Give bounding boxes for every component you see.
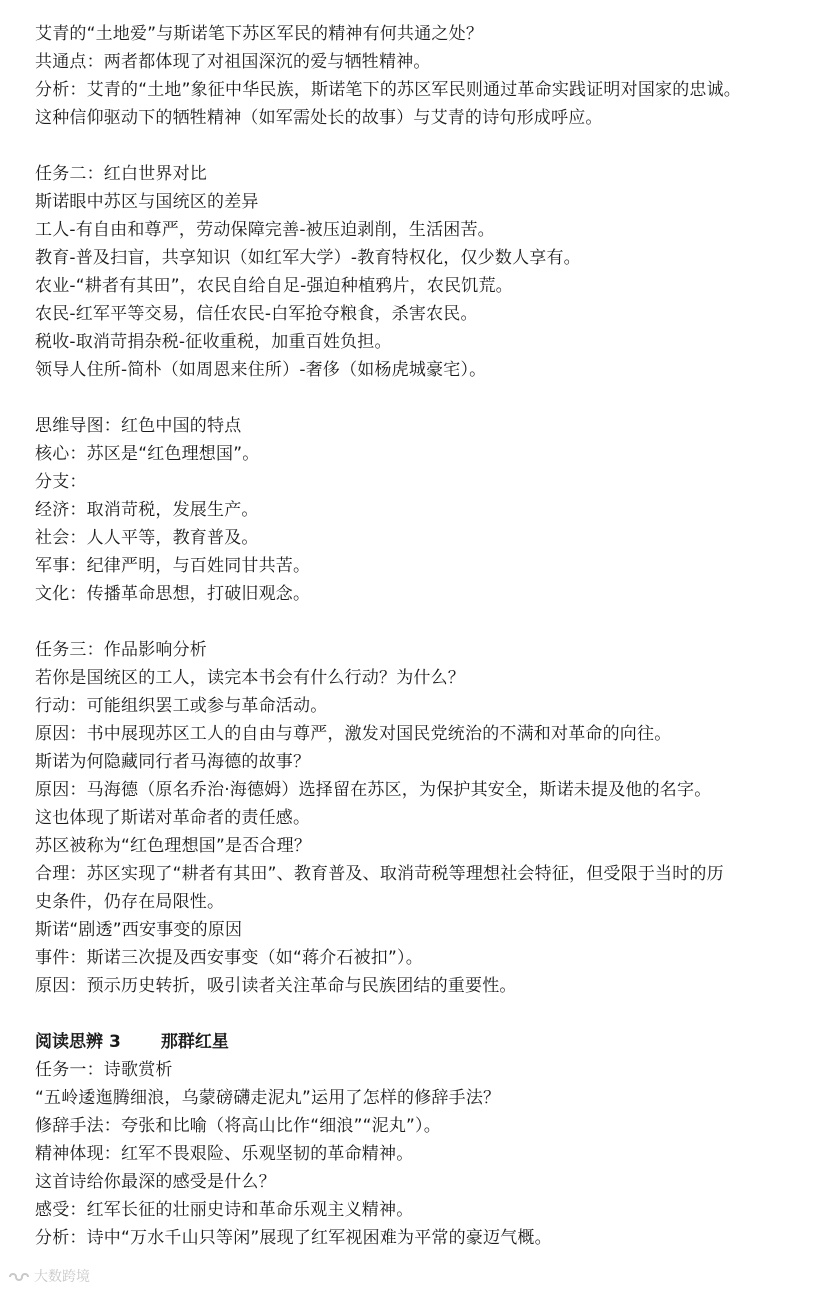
comparison-line: 领导人住所-简朴（如周恩来住所）-奢侈（如杨虎城豪宅）。 xyxy=(35,360,487,380)
question-line: 苏区被称为“红色理想国”是否合理？ xyxy=(35,836,312,856)
question-line: 这首诗给你最深的感受是什么？ xyxy=(35,1172,276,1192)
question-line: 若你是国统区的工人，读完本书会有什么行动？为什么？ xyxy=(35,668,465,688)
answer-line: 原因：马海德（原名乔治·海德姆）选择留在苏区，为保护其安全，斯诺未提及他的名字。 xyxy=(35,780,712,800)
question-line: 斯诺“剧透”西安事变的原因 xyxy=(35,920,243,940)
question-line: “五岭逶迤腾细浪，乌蒙磅礴走泥丸”运用了怎样的修辞手法？ xyxy=(35,1088,501,1108)
answer-line: 原因：预示历史转折，吸引读者关注革命与民族团结的重要性。 xyxy=(35,976,517,996)
subtitle-line: 斯诺眼中苏区与国统区的差异 xyxy=(35,192,259,212)
comparison-line: 教育-普及扫盲，共享知识（如红军大学）-教育特权化，仅少数人享有。 xyxy=(35,248,581,268)
mind-map-branch-label: 分支： xyxy=(35,472,87,492)
analysis-line: 这种信仰驱动下的牺牲精神（如军需处长的故事）与艾青的诗句形成呼应。 xyxy=(35,108,603,128)
comparison-line: 税收-取消苛捐杂税-征收重税，加重百姓负担。 xyxy=(35,332,392,352)
mind-map-core: 核心：苏区是“红色理想国”。 xyxy=(35,444,260,464)
section-mind-map xyxy=(35,412,825,608)
task-title: 任务二：红白世界对比 xyxy=(35,164,207,184)
answer-line: 分析：诗中“万水千山只等闲”展现了红军视困难为平常的豪迈气概。 xyxy=(35,1228,552,1248)
section-task-two xyxy=(35,160,825,384)
comparison-line: 农民-红军平等交易，信任农民-白军抢夺粮食，杀害农民。 xyxy=(35,304,478,324)
answer-line: 史条件，仍存在局限性。 xyxy=(35,892,225,912)
answer-line: 合理：苏区实现了“耕者有其田”、教育普及、取消苛税等理想社会特征，但受限于当时的历 xyxy=(35,864,724,884)
document-body xyxy=(35,20,825,1252)
watermark-text: 大数跨境 xyxy=(34,1269,90,1285)
comparison-line: 农业-“耕者有其田”，农民自给自足-强迫种植鸦片，农民饥荒。 xyxy=(35,276,513,296)
task-title: 任务一：诗歌赏析 xyxy=(35,1060,173,1080)
section-reading-3 xyxy=(35,1028,825,1252)
spacer xyxy=(35,1000,825,1028)
mind-map-branch: 文化：传播革命思想，打破旧观念。 xyxy=(35,584,311,604)
question-line: 斯诺为何隐藏同行者马海德的故事？ xyxy=(35,752,311,772)
analysis-line: 分析：艾青的“土地”象征中华民族，斯诺笔下的苏区军民则通过革命实践证明对国家的忠诚。 xyxy=(35,80,742,100)
spacer xyxy=(35,132,825,160)
watermark-logo-icon xyxy=(8,1270,30,1284)
answer-line: 共通点：两者都体现了对祖国深沉的爱与牺牲精神。 xyxy=(35,52,431,72)
answer-line: 感受：红军长征的壮丽史诗和革命乐观主义精神。 xyxy=(35,1200,414,1220)
heading-label: 阅读思辨 xyxy=(35,1032,103,1052)
mind-map-branch: 社会：人人平等，教育普及。 xyxy=(35,528,259,548)
answer-line: 原因：书中展现苏区工人的自由与尊严，激发对国民党统治的不满和对革命的向往。 xyxy=(35,724,672,744)
mind-map-branch: 军事：纪律严明，与百姓同甘共苦。 xyxy=(35,556,311,576)
heading-title: 那群红星 xyxy=(160,1032,229,1052)
answer-line: 精神体现：红军不畏艰险、乐观坚韧的革命精神。 xyxy=(35,1144,414,1164)
mind-map-title: 思维导图：红色中国的特点 xyxy=(35,416,242,436)
answer-line: 行动：可能组织罢工或参与革命活动。 xyxy=(35,696,328,716)
heading-number: 3 xyxy=(109,1032,121,1052)
mind-map-branch: 经济：取消苛税，发展生产。 xyxy=(35,500,259,520)
question-line: 艾青的“土地爱”与斯诺笔下苏区军民的精神有何共通之处？ xyxy=(35,24,484,44)
section-heading xyxy=(35,1028,825,1056)
section-task-three xyxy=(35,636,825,1000)
comparison-line: 工人-有自由和尊严，劳动保障完善-被压迫剥削，生活困苦。 xyxy=(35,220,495,240)
section-comparison-aiqing xyxy=(35,20,825,132)
spacer xyxy=(35,608,825,636)
answer-line: 修辞手法：夸张和比喻（将高山比作“细浪”“泥丸”）。 xyxy=(35,1116,441,1136)
watermark xyxy=(8,1266,90,1286)
answer-line: 这也体现了斯诺对革命者的责任感。 xyxy=(35,808,311,828)
spacer xyxy=(35,384,825,412)
task-title: 任务三：作品影响分析 xyxy=(35,640,207,660)
answer-line: 事件：斯诺三次提及西安事变（如“蒋介石被扣”）。 xyxy=(35,948,423,968)
